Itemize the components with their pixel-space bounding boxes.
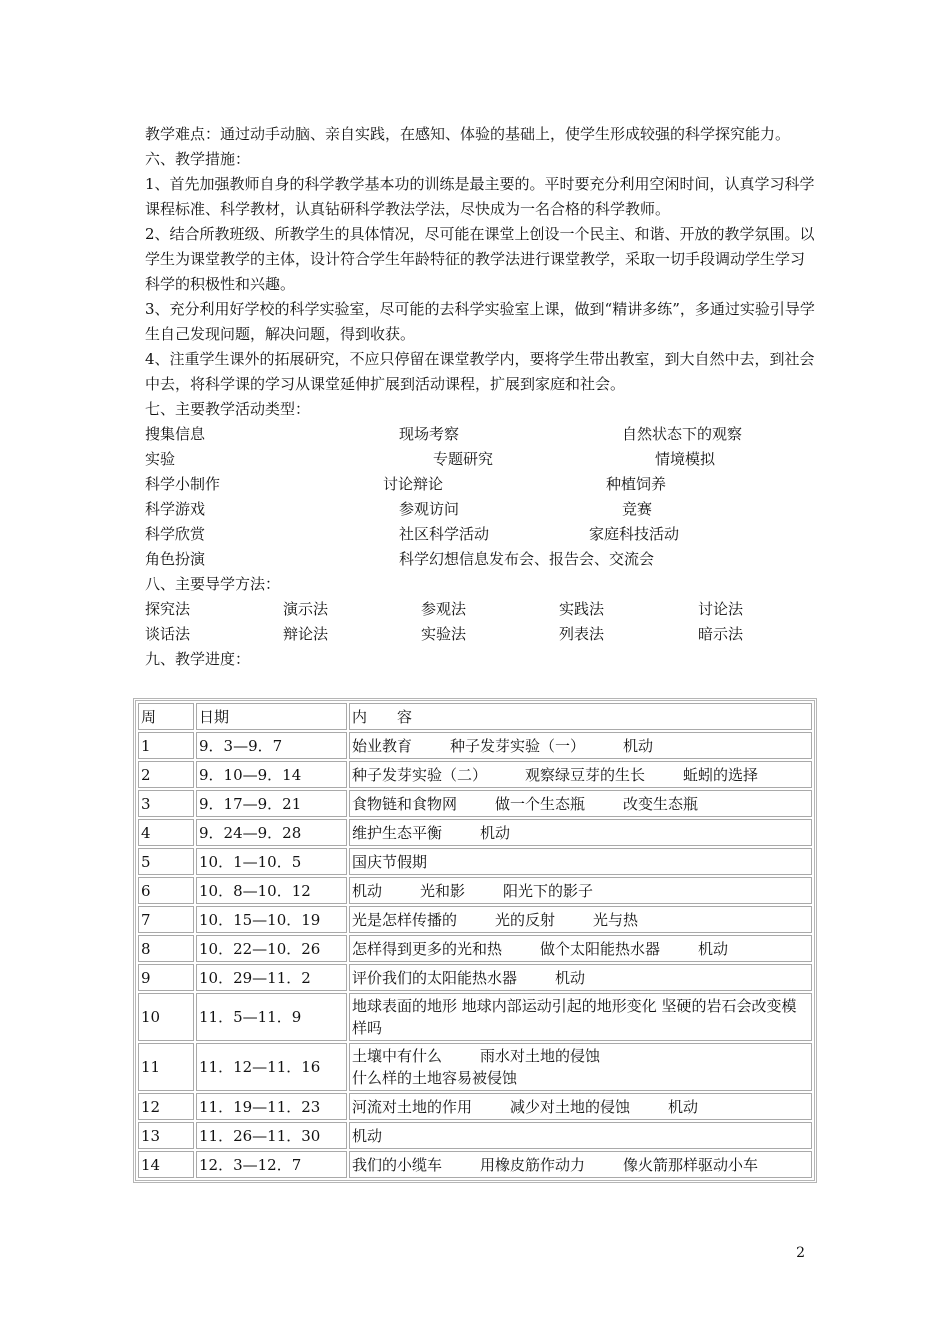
date-cell: 12．3—12．7 — [196, 1151, 347, 1178]
content-item: 怎样得到更多的光和热 — [352, 939, 503, 958]
content-cell — [349, 732, 812, 759]
table-row — [138, 1122, 812, 1149]
measure-2: 2、结合所教班级、所教学生的具体情况，尽可能在课堂上创设一个民主、和谐、开放的教学氛围。以学生为课堂教学的主体，设计符合学生年龄特征的教学法进行课堂教学，采取一切手段调动学生学习科学的积极性和兴趣。 — [145, 225, 815, 293]
content-item: 机动 — [623, 736, 654, 755]
activity-row — [145, 447, 815, 472]
date-cell: 9．24—9．28 — [196, 819, 347, 846]
week-cell: 8 — [138, 935, 194, 962]
week-cell: 13 — [138, 1122, 194, 1149]
content-cell — [349, 819, 812, 846]
method-row — [145, 597, 815, 622]
content-item: 蚯蚓的选择 — [683, 765, 759, 784]
week-cell: 4 — [138, 819, 194, 846]
method-item: 谈话法 — [145, 625, 191, 643]
method-item: 列表法 — [559, 625, 605, 643]
content-item: 我们的小缆车 — [352, 1155, 443, 1174]
week-cell: 5 — [138, 848, 194, 875]
content-cell — [349, 906, 812, 933]
table-row — [138, 877, 812, 904]
content-cell — [349, 1093, 812, 1120]
week-cell: 2 — [138, 761, 194, 788]
content-item: 什么样的土地容易被侵蚀 — [352, 1069, 518, 1087]
content-item: 食物链和食物网 — [352, 794, 458, 813]
date-cell: 11．19—11．23 — [196, 1093, 347, 1120]
activity-item: 讨论辩论 — [383, 475, 444, 493]
table-row — [138, 1043, 812, 1091]
content-cell — [349, 935, 812, 962]
content-item: 机动 — [352, 1126, 383, 1145]
measure-4: 4、注重学生课外的拓展研究，不应只停留在课堂教学内，要将学生带出教室，到大自然中去，到社会中去，将科学课的学习从课堂延伸扩展到活动课程，扩展到家庭和社会。 — [145, 350, 815, 393]
content-cell — [349, 1122, 812, 1149]
section-7-title: 七、主要教学活动类型： — [145, 400, 311, 418]
activity-item: 科学幻想信息发布会、报告会、交流会 — [399, 550, 655, 568]
content-item: 光的反射 — [495, 910, 556, 929]
week-cell: 3 — [138, 790, 194, 817]
header-week: 周 — [138, 703, 194, 730]
method-item: 探究法 — [145, 600, 191, 618]
date-cell: 10．1—10．5 — [196, 848, 347, 875]
method-item: 参观法 — [421, 600, 467, 618]
schedule-table — [133, 698, 817, 1183]
activity-item: 种植饲养 — [606, 475, 667, 493]
content-item: 阳光下的影子 — [503, 881, 594, 900]
content-item: 光与热 — [593, 910, 639, 929]
content-item: 机动 — [668, 1097, 699, 1116]
table-row — [138, 1093, 812, 1120]
content-item: 减少对土地的侵蚀 — [510, 1097, 631, 1116]
content-item: 地球表面的地形 地球内部运动引起的地形变化 坚硬的岩石会改变模样吗 — [352, 997, 797, 1037]
activity-row — [145, 422, 815, 447]
content-cell — [349, 790, 812, 817]
table-row — [138, 819, 812, 846]
activity-item: 竞赛 — [622, 500, 653, 518]
week-cell: 11 — [138, 1043, 194, 1091]
measure-1: 1、首先加强教师自身的科学教学基本功的训练是最主要的。平时要充分利用空闲时间，认真学习科学课程标准、科学教材，认真钻研科学教法学法，尽快成为一名合格的科学教师。 — [145, 175, 815, 218]
table-row — [138, 993, 812, 1041]
date-cell: 10．29—11．2 — [196, 964, 347, 991]
method-item: 讨论法 — [698, 600, 744, 618]
content-item: 观察绿豆芽的生长 — [525, 765, 646, 784]
activity-row — [145, 472, 815, 497]
week-cell: 14 — [138, 1151, 194, 1178]
content-item: 像火箭那样驱动小车 — [623, 1155, 759, 1174]
activity-item: 科学游戏 — [145, 500, 206, 518]
week-cell: 6 — [138, 877, 194, 904]
table-row — [138, 790, 812, 817]
section-6-title: 六、教学措施： — [145, 150, 251, 168]
content-item: 河流对土地的作用 — [352, 1097, 473, 1116]
activity-item: 社区科学活动 — [399, 525, 490, 543]
table-row — [138, 935, 812, 962]
activity-item: 科学欣赏 — [145, 525, 206, 543]
page-number: 2 — [796, 1245, 805, 1261]
date-cell: 10．22—10．26 — [196, 935, 347, 962]
activity-item: 参观访问 — [399, 500, 460, 518]
date-cell: 11．5—11．9 — [196, 993, 347, 1041]
measure-3: 3、充分利用好学校的科学实验室，尽可能的去科学实验室上课，做到“精讲多练”，多通过实验引导学生自己发现问题，解决问题，得到收获。 — [145, 300, 815, 343]
table-row — [138, 964, 812, 991]
table-row — [138, 732, 812, 759]
week-cell: 12 — [138, 1093, 194, 1120]
activity-row — [145, 547, 815, 572]
activity-item: 专题研究 — [433, 450, 494, 468]
section-8-title: 八、主要导学方法： — [145, 575, 281, 593]
content-item: 光和影 — [420, 881, 466, 900]
activity-item: 自然状态下的观察 — [622, 425, 743, 443]
teaching-difficulty: 教学难点：通过动手动脑、亲自实践，在感知、体验的基础上，使学生形成较强的科学探究能力。 — [145, 125, 791, 143]
method-item: 辩论法 — [283, 625, 329, 643]
header-content: 内 容 — [349, 703, 812, 730]
method-item: 暗示法 — [698, 625, 744, 643]
activity-item: 实验 — [145, 450, 176, 468]
table-row — [138, 1151, 812, 1178]
content-item: 种子发芽实验（二） — [352, 765, 488, 784]
week-cell: 7 — [138, 906, 194, 933]
date-cell: 9．10—9．14 — [196, 761, 347, 788]
content-item: 种子发芽实验（一） — [450, 736, 586, 755]
activity-item: 科学小制作 — [145, 475, 221, 493]
activity-item: 家庭科技活动 — [589, 525, 680, 543]
activity-item: 角色扮演 — [145, 550, 206, 568]
content-cell — [349, 1151, 812, 1178]
document-body — [145, 122, 815, 672]
activity-row — [145, 497, 815, 522]
activity-item: 情境模拟 — [655, 450, 716, 468]
content-cell — [349, 877, 812, 904]
content-item: 维护生态平衡 — [352, 823, 443, 842]
schedule-header-row — [138, 703, 812, 730]
content-item: 始业教育 — [352, 736, 413, 755]
content-item: 土壤中有什么 — [352, 1047, 443, 1065]
content-item: 机动 — [480, 823, 511, 842]
content-item: 机动 — [698, 939, 729, 958]
content-item: 改变生态瓶 — [623, 794, 699, 813]
content-item: 用橡皮筋作动力 — [480, 1155, 586, 1174]
method-row — [145, 622, 815, 647]
date-cell: 9．17—9．21 — [196, 790, 347, 817]
week-cell: 10 — [138, 993, 194, 1041]
content-cell — [349, 1043, 812, 1091]
content-item: 做一个生态瓶 — [495, 794, 586, 813]
content-cell — [349, 993, 812, 1041]
content-item: 评价我们的太阳能热水器 — [352, 968, 518, 987]
content-item: 光是怎样传播的 — [352, 910, 458, 929]
header-date: 日期 — [196, 703, 347, 730]
content-item: 国庆节假期 — [352, 852, 428, 871]
method-item: 演示法 — [283, 600, 329, 618]
date-cell: 9．3—9．7 — [196, 732, 347, 759]
content-cell — [349, 761, 812, 788]
section-9-title: 九、教学进度： — [145, 650, 251, 668]
date-cell: 11．26—11．30 — [196, 1122, 347, 1149]
table-row — [138, 848, 812, 875]
date-cell: 11．12—11．16 — [196, 1043, 347, 1091]
content-cell — [349, 848, 812, 875]
method-item: 实践法 — [559, 600, 605, 618]
activity-item: 搜集信息 — [145, 425, 206, 443]
content-item: 机动 — [352, 881, 383, 900]
content-item: 做个太阳能热水器 — [540, 939, 661, 958]
method-item: 实验法 — [421, 625, 467, 643]
activity-item: 现场考察 — [399, 425, 460, 443]
content-cell — [349, 964, 812, 991]
week-cell: 9 — [138, 964, 194, 991]
date-cell: 10．8—10．12 — [196, 877, 347, 904]
schedule-body — [138, 732, 812, 1178]
table-row — [138, 761, 812, 788]
table-row — [138, 906, 812, 933]
content-item: 机动 — [555, 968, 586, 987]
activity-row — [145, 522, 815, 547]
date-cell: 10．15—10．19 — [196, 906, 347, 933]
week-cell: 1 — [138, 732, 194, 759]
content-item: 雨水对土地的侵蚀 — [480, 1047, 601, 1065]
